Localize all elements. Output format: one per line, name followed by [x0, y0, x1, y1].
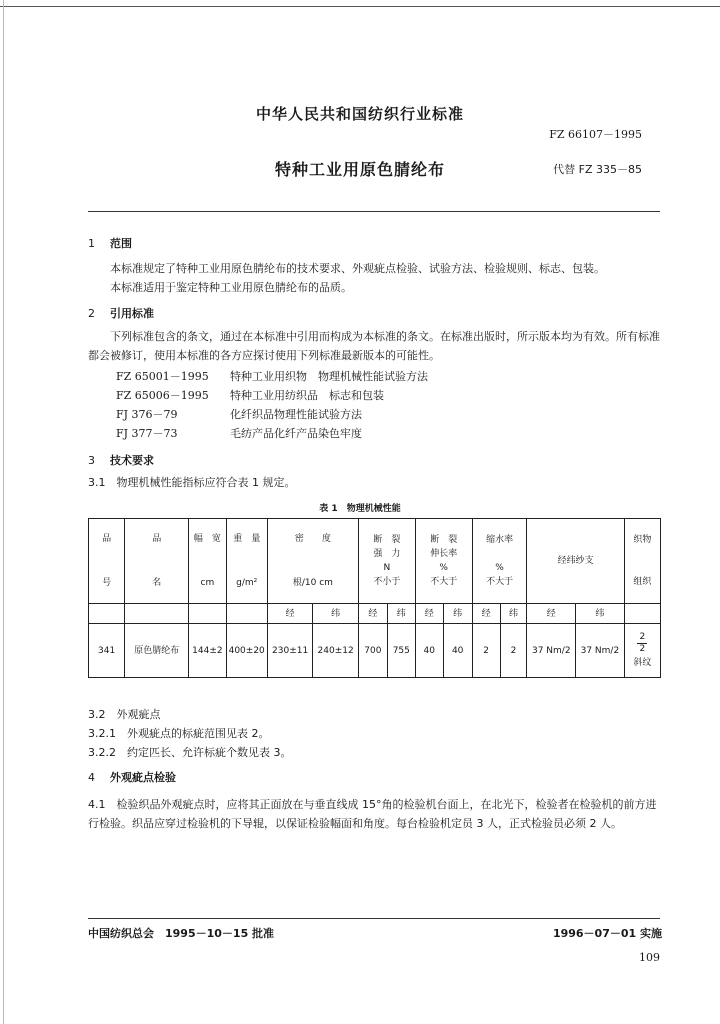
- clause-3-1: 3.1 物理机械性能指标应符合表 1 规定。: [88, 476, 296, 489]
- weave-numerator: 2: [639, 631, 646, 642]
- table-caption: 表 1 物理机械性能: [319, 504, 401, 514]
- header-unit: %: [439, 563, 448, 573]
- section-2-paragraph: 下列标准包含的条文，通过在本标准中引用而构成为本标准的条文。在标准出版时，所示版本均为有效。所有标准都会被修订，使用本标准的各方应探讨使用下列标准最新版本的可能性。: [88, 330, 660, 362]
- header-elongation: [415, 519, 472, 604]
- section-3-heading: [88, 452, 154, 468]
- section-number: 1: [88, 237, 95, 250]
- header-text: 名: [152, 578, 162, 588]
- subheader-warp: 经: [358, 604, 387, 624]
- header-text: 强 力: [373, 549, 401, 559]
- cell-density-weft: 240±12: [313, 624, 359, 678]
- header-yarn-count: [527, 519, 624, 604]
- reference-name: 特种工业用纺织品 标志和包装: [230, 389, 384, 402]
- section-title: 技术要求: [110, 454, 154, 467]
- reference-name: 化纤织品物理性能试验方法: [230, 408, 362, 421]
- cell-product-no: 341: [89, 624, 125, 678]
- weave-denominator: 2: [639, 643, 646, 654]
- header-weight: [226, 519, 267, 604]
- header-text: 不小于: [373, 577, 401, 587]
- weave-name: 斜纹: [633, 657, 652, 668]
- subheader-weft: 纬: [387, 604, 415, 624]
- document-title: 特种工业用原色腈纶布: [274, 160, 445, 179]
- header-text: 密 度: [294, 534, 331, 544]
- cell-width: 144±2: [189, 624, 226, 678]
- header-text: 经纬纱支: [557, 556, 594, 566]
- section-2-heading: [88, 305, 154, 321]
- header-text: 缩水率: [486, 535, 514, 545]
- section-title: 外观疵点检验: [110, 771, 176, 784]
- reference-code: FZ 65006－1995: [116, 389, 209, 402]
- header-unit: g/m²: [236, 578, 258, 588]
- reference-name: 特种工业用织物 物理机械性能试验方法: [230, 370, 428, 383]
- reference-item: [116, 406, 362, 422]
- header-text: 织物: [633, 535, 652, 545]
- spacer-cell: [624, 604, 660, 624]
- table-row: [89, 624, 661, 678]
- section-1-paragraph-1: 本标准规定了特种工业用原色腈纶布的技术要求、外观疵点检验、试验方法、检验规则、标志、包装。: [110, 262, 605, 275]
- subheader-weft: 纬: [313, 604, 359, 624]
- subheader-warp: 经: [267, 604, 313, 624]
- reference-name: 毛纺产品化纤产品染色牢度: [230, 427, 362, 440]
- reference-code: FJ 376－79: [116, 408, 178, 421]
- header-rule: [88, 211, 660, 212]
- section-number: 3: [88, 454, 95, 467]
- section-number: 4: [88, 771, 95, 784]
- cell-shrink-weft: 2: [500, 624, 527, 678]
- header-unit: 根/10 cm: [292, 578, 333, 588]
- header-shrinkage: [472, 519, 527, 604]
- replaces-note: 代替 FZ 335－85: [553, 163, 642, 176]
- header-product-no: [89, 519, 125, 604]
- reference-code: FZ 65001－1995: [116, 370, 209, 383]
- header-text: 品: [102, 534, 112, 544]
- subheader-weft: 纬: [576, 604, 625, 624]
- approval-date: 中国纺织总会 1995－10－15 批准: [88, 927, 275, 940]
- cell-strength-weft: 755: [387, 624, 415, 678]
- header-width: [189, 519, 226, 604]
- issuing-organization: 中华人民共和国纺织行业标准: [255, 105, 464, 123]
- header-text: 不大于: [430, 577, 458, 587]
- section-1-paragraph-2: 本标准适用于鉴定特种工业用原色腈纶布的品质。: [110, 281, 352, 294]
- effective-date: 1996－07－01 实施: [552, 927, 662, 940]
- page-number: 109: [639, 951, 660, 964]
- footer-rule: [88, 918, 660, 919]
- cell-weave: [624, 624, 660, 678]
- header-unit: cm: [200, 578, 215, 588]
- header-density: [267, 519, 358, 604]
- header-text: 组织: [633, 577, 652, 587]
- cell-elongation-weft: 40: [443, 624, 472, 678]
- header-product-name: [125, 519, 189, 604]
- reference-item: [116, 368, 428, 384]
- section-4-heading: [88, 769, 176, 785]
- weave-fraction: [637, 632, 647, 655]
- spacer-cell: [189, 604, 226, 624]
- section-title: 范围: [110, 237, 132, 250]
- spacer-cell: [125, 604, 189, 624]
- header-text: 断 裂: [430, 535, 458, 545]
- subheader-warp: 经: [415, 604, 443, 624]
- standard-number: FZ 66107－1995: [549, 128, 642, 141]
- header-unit: %: [495, 563, 504, 573]
- reference-item: [116, 387, 384, 403]
- cell-strength-warp: 700: [358, 624, 387, 678]
- subheader-weft: 纬: [443, 604, 472, 624]
- subheader-weft: 纬: [500, 604, 527, 624]
- header-unit: N: [383, 563, 391, 573]
- section-1-heading: [88, 235, 132, 251]
- cell-product-name: 原色腈纶布: [125, 624, 189, 678]
- physical-properties-table: [88, 518, 661, 678]
- clause-4-1: 4.1 检验织品外观疵点时，应将其正面放在与垂直线成 15°角的检验机台面上，在北光下，检验者在检验机的前方进行检验。织品应穿过检验机的下导辊，以保证检验幅面和角度。每台检验机定员 3 人，正式检验员必须 2 人。: [88, 798, 657, 830]
- cell-yarn-weft: 37 Nm/2: [576, 624, 625, 678]
- header-breaking-strength: [358, 519, 415, 604]
- cell-elongation-warp: 40: [415, 624, 443, 678]
- header-text: 幅 宽: [193, 534, 221, 544]
- clause-3-2: 3.2 外观疵点: [88, 708, 161, 721]
- spacer-cell: [89, 604, 125, 624]
- reference-code: FJ 377－73: [116, 427, 178, 440]
- subheader-warp: 经: [472, 604, 500, 624]
- header-text: 重 量: [233, 534, 261, 544]
- cell-weight: 400±20: [226, 624, 267, 678]
- top-border: [0, 6, 720, 7]
- reference-item: [116, 425, 362, 441]
- spacer-cell: [226, 604, 267, 624]
- header-text: 号: [102, 578, 112, 588]
- header-text: 伸长率: [430, 549, 458, 559]
- header-weave: [624, 519, 660, 604]
- cell-yarn-warp: 37 Nm/2: [527, 624, 576, 678]
- header-text: 断 裂: [373, 535, 401, 545]
- cell-shrink-warp: 2: [472, 624, 500, 678]
- clause-3-2-2: 3.2.2 约定匹长、允许标疵个数见表 3。: [88, 746, 292, 759]
- cell-density-warp: 230±11: [267, 624, 313, 678]
- section-number: 2: [88, 307, 95, 320]
- header-text: 品: [152, 534, 162, 544]
- subheader-warp: 经: [527, 604, 576, 624]
- clause-3-2-1: 3.2.1 外观疵点的标疵范围见表 2。: [88, 727, 270, 740]
- header-text: 不大于: [486, 577, 514, 587]
- section-title: 引用标准: [110, 307, 154, 320]
